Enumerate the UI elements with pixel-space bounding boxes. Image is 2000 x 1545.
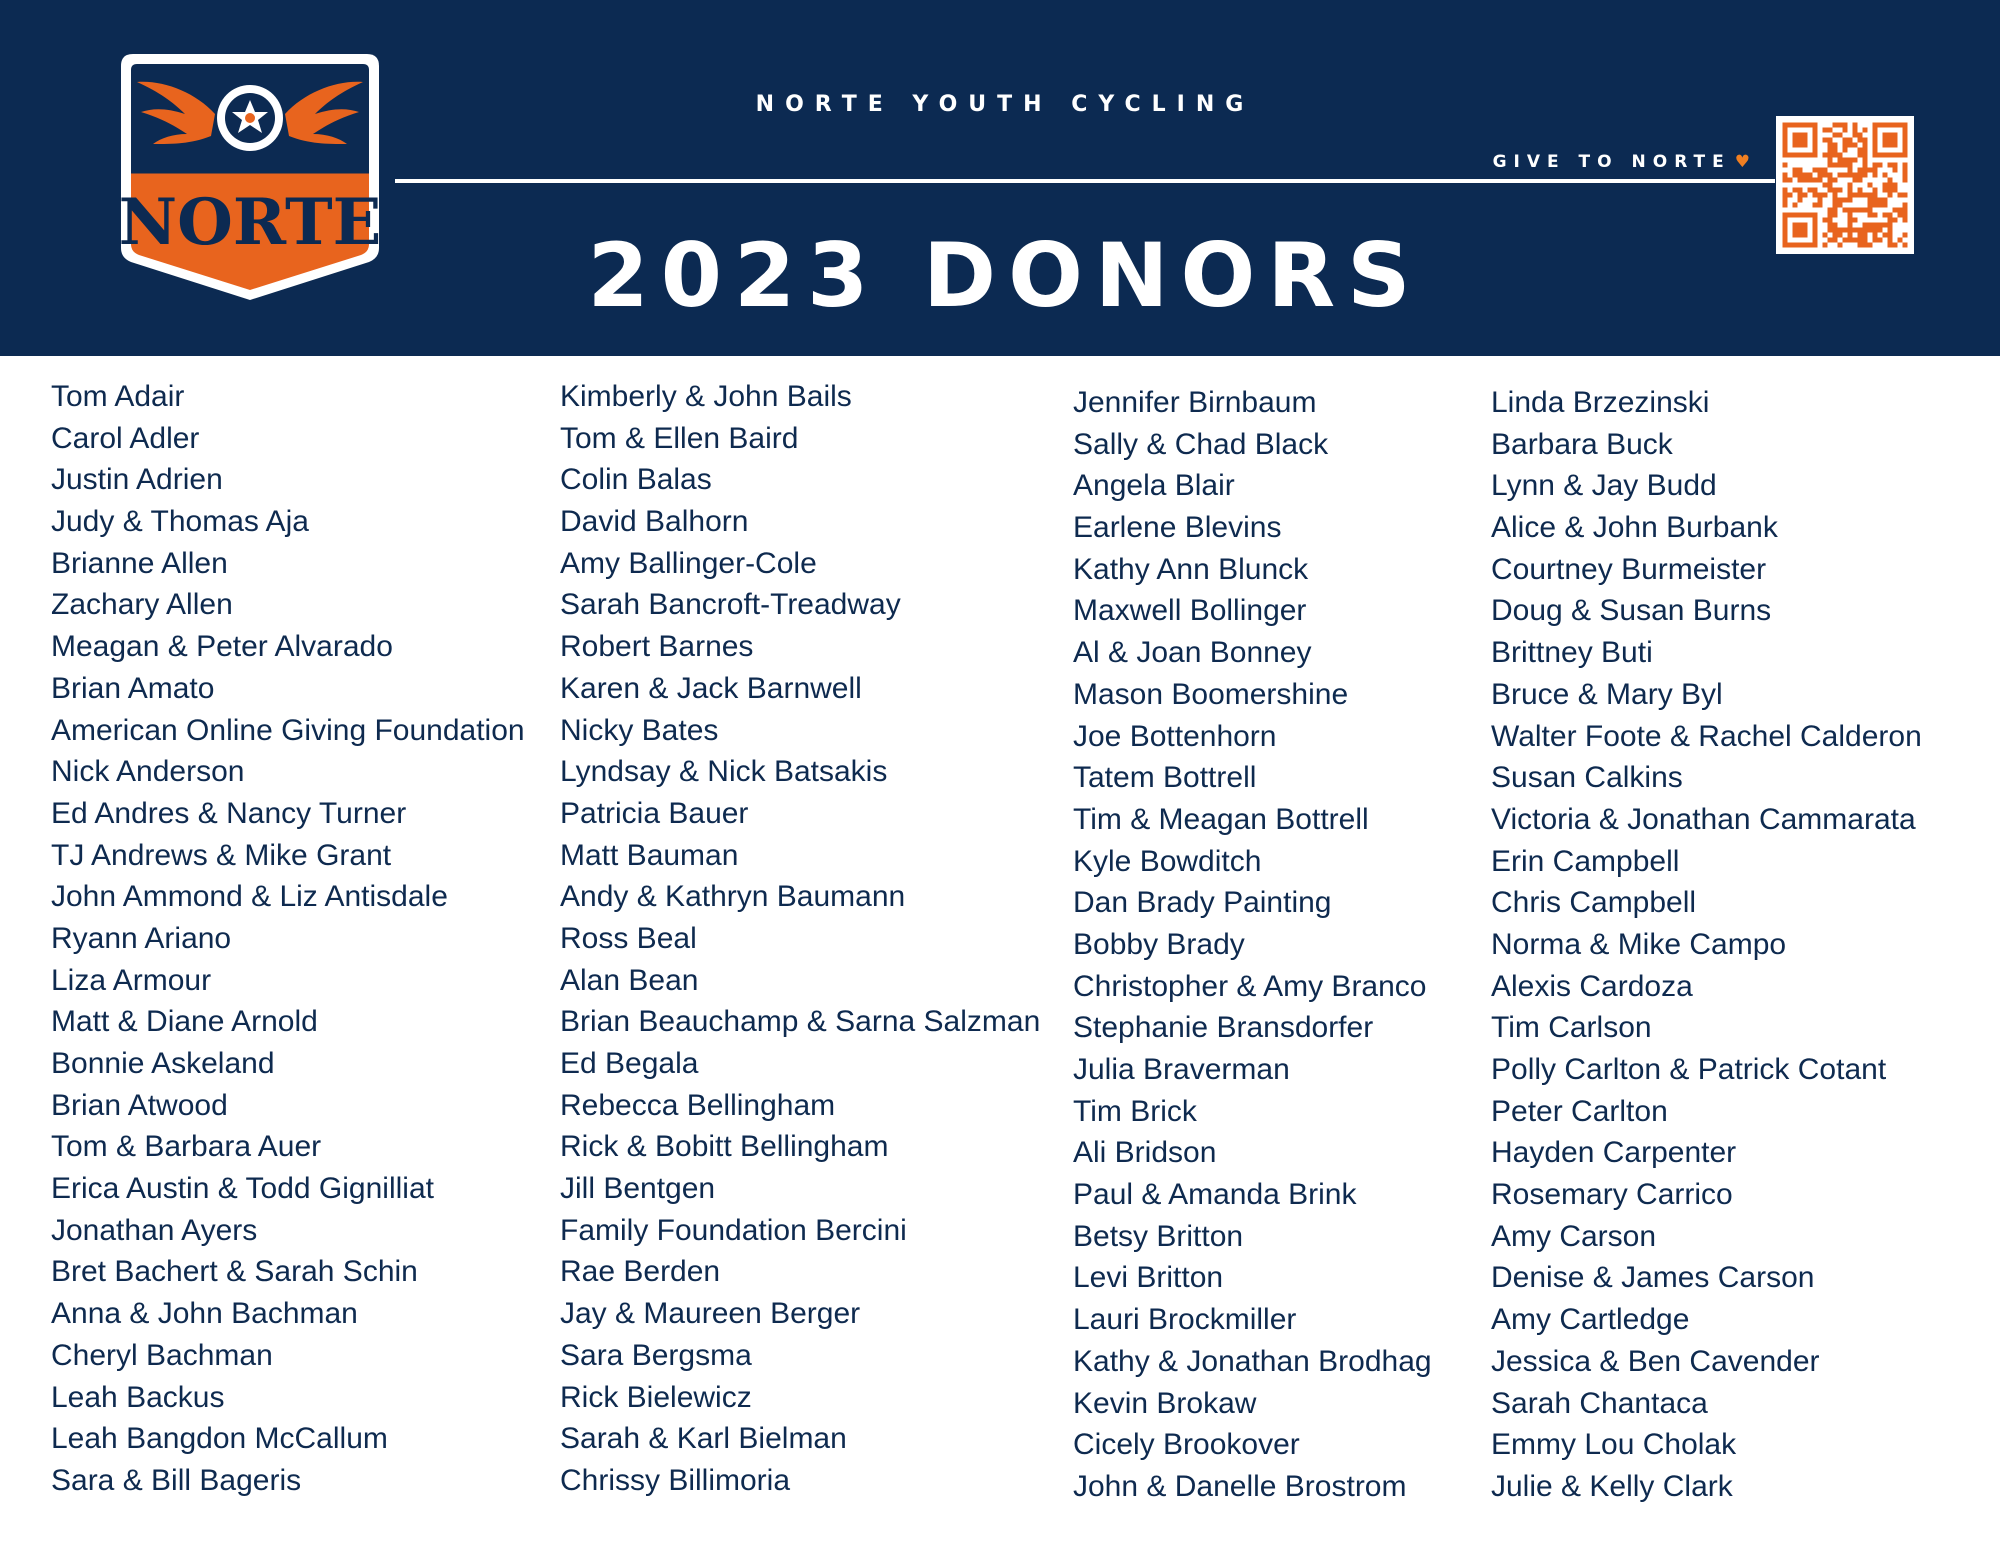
donor-name: Kyle Bowditch [1073, 844, 1262, 878]
donor-name: Brian Atwood [51, 1088, 228, 1122]
donor-name: Sarah Bancroft-Treadway [560, 588, 901, 622]
donor-column-2 [560, 376, 1040, 1502]
donor-name: Brian Beauchamp & Sarna Salzman [560, 1005, 1041, 1039]
page-title: 2023 DONORS [587, 224, 1423, 327]
qr-code[interactable] [1776, 116, 1914, 254]
donor-name: Brian Amato [51, 671, 215, 705]
donor-name: Leah Backus [51, 1380, 225, 1414]
donor-name: Robert Barnes [560, 630, 754, 664]
donor-name: Zachary Allen [51, 588, 233, 622]
donor-name: Rick Bielewicz [560, 1380, 752, 1414]
donor-name: Jay & Maureen Berger [560, 1297, 861, 1331]
donor-name: Lyndsay & Nick Batsakis [560, 755, 888, 789]
donor-name: John Ammond & Liz Antisdale [51, 880, 448, 914]
donor-name: Jonathan Ayers [51, 1213, 258, 1247]
donor-name: Norma & Mike Campo [1491, 927, 1787, 961]
donor-name: Sara Bergsma [560, 1338, 752, 1372]
donor-name: Jessica & Ben Cavender [1491, 1344, 1820, 1378]
donor-name: Barbara Buck [1491, 427, 1673, 461]
donor-name: Tim Carlson [1491, 1011, 1652, 1045]
donor-name: Sarah & Karl Bielman [560, 1422, 847, 1456]
donor-name: Kimberly & John Bails [560, 380, 852, 413]
donor-name: Courtney Burmeister [1491, 552, 1767, 586]
donor-name: Kevin Brokaw [1073, 1386, 1257, 1420]
donor-name: Alice & John Burbank [1491, 511, 1778, 545]
donor-name: Linda Brzezinski [1491, 386, 1710, 419]
donor-name: Susan Calkins [1491, 761, 1683, 795]
donor-name: Tom & Barbara Auer [51, 1130, 322, 1164]
donor-name: Doug & Susan Burns [1491, 594, 1772, 628]
give-label: GIVE TO NORTE [1492, 152, 1731, 172]
donor-name: Cheryl Bachman [51, 1338, 273, 1372]
donor-name: Sara & Bill Bageris [51, 1463, 302, 1497]
donor-name: Tim Brick [1073, 1094, 1197, 1128]
donor-name: Walter Foote & Rachel Calderon [1491, 719, 1922, 753]
header-banner [0, 0, 2000, 356]
donor-name: Matt Bauman [560, 838, 739, 872]
donor-name: TJ Andrews & Mike Grant [51, 838, 392, 872]
donor-name: Nicky Bates [560, 713, 719, 747]
donor-name: Angela Blair [1073, 469, 1235, 503]
logo-wordmark: NORTE [118, 185, 382, 260]
donor-name: Victoria & Jonathan Cammarata [1491, 802, 1916, 836]
donor-name: Ross Beal [560, 921, 697, 955]
donor-name: American Online Giving Foundation [51, 713, 525, 747]
donor-name: Leah Bangdon McCallum [51, 1422, 388, 1456]
donor-name: Rick & Bobitt Bellingham [560, 1130, 889, 1164]
donor-name: Ryann Ariano [51, 921, 232, 955]
donor-name: Justin Adrien [51, 463, 223, 497]
donor-name: Bruce & Mary Byl [1491, 677, 1723, 711]
donor-name: Earlene Blevins [1073, 511, 1282, 545]
donor-name: Chrissy Billimoria [560, 1463, 791, 1497]
donor-name: Alan Bean [560, 963, 699, 997]
donor-name: Emmy Lou Cholak [1491, 1428, 1737, 1462]
donor-name: Cicely Brookover [1073, 1428, 1300, 1462]
donor-name: Ed Andres & Nancy Turner [51, 796, 407, 830]
donor-column-4 [1491, 382, 1922, 1508]
donor-name: Jennifer Birnbaum [1073, 386, 1317, 419]
donor-name: Rosemary Carrico [1491, 1178, 1733, 1212]
divider-line [395, 179, 1775, 183]
donor-name: Denise & James Carson [1491, 1261, 1815, 1295]
donor-name: David Balhorn [560, 505, 749, 539]
donor-name: Colin Balas [560, 463, 712, 497]
donor-column-3 [1073, 382, 1432, 1508]
donor-name: Jill Bentgen [560, 1172, 716, 1206]
donor-name: Ali Bridson [1073, 1136, 1217, 1170]
donor-name: Lynn & Jay Budd [1491, 469, 1717, 503]
donor-name: Kathy & Jonathan Brodhag [1073, 1344, 1432, 1378]
donor-name: Maxwell Bollinger [1073, 594, 1307, 628]
donor-name: Levi Britton [1073, 1261, 1224, 1295]
donor-name: Judy & Thomas Aja [51, 505, 309, 539]
donor-name: Andy & Kathryn Baumann [560, 880, 906, 914]
donor-name: Amy Cartledge [1491, 1303, 1690, 1337]
donor-name: Patricia Bauer [560, 796, 749, 830]
donor-name: Amy Carson [1491, 1219, 1657, 1253]
donor-name: Mason Boomershine [1073, 677, 1349, 711]
donor-name: Bret Bachert & Sarah Schin [51, 1255, 418, 1289]
org-name: NORTE YOUTH CYCLING [755, 92, 1255, 117]
donor-name: Karen & Jack Barnwell [560, 671, 862, 705]
donor-name: Carol Adler [51, 421, 200, 455]
donor-name: Christopher & Amy Branco [1073, 969, 1427, 1003]
donor-name: Tom Adair [51, 380, 185, 413]
donor-name: Joe Bottenhorn [1073, 719, 1277, 753]
donor-name: Brittney Buti [1491, 636, 1653, 670]
donor-name: Amy Ballinger-Cole [560, 546, 817, 580]
give-link[interactable] [1380, 152, 1750, 172]
donor-column-1 [51, 376, 525, 1502]
donor-name: Betsy Britton [1073, 1219, 1244, 1253]
heart-icon: ♥ [1734, 152, 1750, 172]
donor-name: Peter Carlton [1491, 1094, 1668, 1128]
donor-name: Julie & Kelly Clark [1491, 1469, 1733, 1503]
donor-name: Polly Carlton & Patrick Cotant [1491, 1053, 1887, 1086]
donor-name: Sarah Chantaca [1491, 1386, 1708, 1420]
donor-name: Rae Berden [560, 1255, 721, 1289]
donor-name: Tim & Meagan Bottrell [1073, 802, 1369, 836]
donor-name: Hayden Carpenter [1491, 1136, 1737, 1170]
donor-name: Tom & Ellen Baird [560, 421, 799, 455]
donor-name: Family Foundation Bercini [560, 1213, 907, 1247]
donor-name: Anna & John Bachman [51, 1297, 358, 1331]
donor-name: Bonnie Askeland [51, 1047, 275, 1080]
donor-name: Al & Joan Bonney [1073, 636, 1312, 670]
donor-name: Bobby Brady [1073, 927, 1245, 961]
donor-name: Matt & Diane Arnold [51, 1005, 318, 1039]
donor-name: Ed Begala [560, 1047, 699, 1080]
donor-name: Chris Campbell [1491, 886, 1697, 920]
donor-name: Lauri Brockmiller [1073, 1303, 1297, 1337]
donor-name: Brianne Allen [51, 546, 228, 580]
donor-name: Julia Braverman [1073, 1053, 1290, 1086]
donor-name: Erica Austin & Todd Gignilliat [51, 1172, 434, 1206]
donor-name: Rebecca Bellingham [560, 1088, 836, 1122]
donor-name: Dan Brady Painting [1073, 886, 1332, 920]
donor-name: Paul & Amanda Brink [1073, 1178, 1357, 1212]
donor-name: Stephanie Bransdorfer [1073, 1011, 1374, 1045]
donor-name: Kathy Ann Blunck [1073, 552, 1309, 586]
donor-name: Nick Anderson [51, 755, 245, 789]
donor-name: Erin Campbell [1491, 844, 1680, 878]
donor-name: Tatem Bottrell [1073, 761, 1257, 795]
donor-name: Alexis Cardoza [1491, 969, 1693, 1003]
norte-logo [115, 48, 385, 308]
donor-name: Liza Armour [51, 963, 212, 997]
donor-name: John & Danelle Brostrom [1073, 1469, 1407, 1503]
donor-name: Meagan & Peter Alvarado [51, 630, 393, 664]
donor-name: Sally & Chad Black [1073, 427, 1329, 461]
